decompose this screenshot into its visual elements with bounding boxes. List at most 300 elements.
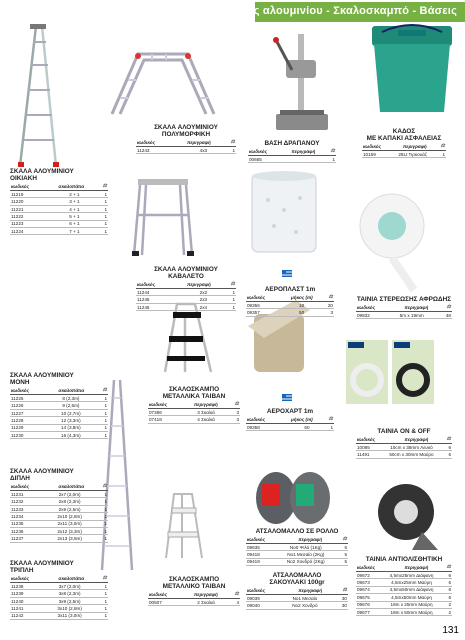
column-header: κωδικός xyxy=(10,574,46,583)
product-code: 11226 xyxy=(10,402,45,409)
pack-icon: ⚖ xyxy=(436,142,446,151)
table-row xyxy=(356,451,452,458)
product-code: 11219 xyxy=(10,191,55,198)
product-description: 10 (2,7m) xyxy=(45,409,97,416)
column-header: περιγραφή xyxy=(174,138,223,147)
pack-quantity: 5 xyxy=(340,551,348,558)
product-title: ΑΤΣΑΛΟΜΑΛΛΟ ΣΕ ΡΟΛΛΟ xyxy=(255,528,339,535)
column-header: κωδικός xyxy=(148,590,183,599)
product-code: 11224 xyxy=(10,227,55,234)
product-title: ΣΚΑΛΑ ΑΛΟΥΜΙΝΙΟΥ ΔΙΠΛΗ xyxy=(10,468,74,483)
pack-quantity: 3 xyxy=(229,416,240,423)
column-header: περιγραφή xyxy=(393,303,440,312)
product-description: 2x8 (2,3m) xyxy=(41,498,98,505)
product-rows xyxy=(356,572,452,616)
product-code: 11239 xyxy=(10,590,41,597)
product-description: 7 + 1 xyxy=(55,227,94,234)
product-two-step-stool xyxy=(148,576,240,606)
column-header: κωδικός xyxy=(356,563,393,572)
table-row xyxy=(10,605,108,612)
product-rows xyxy=(10,491,108,543)
product-description: 4,5mx25mm Διάφανη xyxy=(378,572,445,579)
product-anti-slip-tape xyxy=(356,556,452,616)
column-header: μήκος (m) xyxy=(281,415,323,424)
pack-quantity: 6 xyxy=(445,451,452,458)
table-row xyxy=(10,513,108,520)
table-row xyxy=(10,498,108,505)
pack-quantity: 1 xyxy=(98,498,108,505)
product-on-off-tape xyxy=(356,428,452,459)
table-row xyxy=(356,572,452,579)
trestle-ladder-image xyxy=(132,175,194,257)
pack-icon: ⚖ xyxy=(224,138,236,147)
product-description: 6 + 1 xyxy=(55,220,94,227)
bucket-image xyxy=(368,22,456,114)
table-row xyxy=(10,395,108,402)
pack-quantity: 3 xyxy=(229,409,240,416)
column-header: σκαλοπάτια xyxy=(46,482,96,491)
product-code: 09674 xyxy=(356,586,378,593)
pack-icon: ⚖ xyxy=(96,182,108,191)
column-header: περιγραφή xyxy=(174,280,223,289)
column-header: κωδικός xyxy=(362,142,394,151)
product-description: 4,5mx50mm Διάφανη xyxy=(378,586,445,593)
column-header: κωδικός xyxy=(136,280,174,289)
column-header: κωδικός xyxy=(246,415,281,424)
column-header: σκαλοπάτια xyxy=(46,182,96,191)
table-header xyxy=(246,415,334,424)
pack-quantity: 1 xyxy=(317,156,336,163)
product-code: 11229 xyxy=(10,424,45,431)
column-header: κωδικός xyxy=(10,386,46,395)
product-code: 09635 xyxy=(246,544,271,551)
pack-quantity: 1 xyxy=(97,417,108,424)
pack-quantity: 6 xyxy=(445,594,452,601)
table-row xyxy=(136,296,236,303)
table-row xyxy=(10,213,108,220)
product-rows xyxy=(10,395,108,439)
table-row xyxy=(10,583,108,590)
product-rows xyxy=(246,424,334,431)
table-row xyxy=(246,551,348,558)
product-aeroplast xyxy=(246,286,334,317)
product-description: 16 (4,3m) xyxy=(45,431,97,438)
pack-icon: ⚖ xyxy=(323,415,334,424)
product-description: 10 xyxy=(291,302,313,309)
table-row xyxy=(10,520,108,527)
pack-quantity: 1 xyxy=(98,505,108,512)
bubble-wrap-roll-image xyxy=(244,170,324,256)
table-row xyxy=(10,491,108,498)
product-code: 09418 xyxy=(246,551,271,558)
pack-quantity: 6 xyxy=(445,586,452,593)
product-description: 10cm x 38mm Λευκό xyxy=(378,444,446,451)
product-code: 09419 xyxy=(246,558,271,565)
table-header xyxy=(10,482,108,491)
product-description: 2x7 (2,0m) xyxy=(41,491,98,498)
table-row xyxy=(10,402,108,409)
product-title: ΤΑΙΝΙΑ ON & OFF xyxy=(377,428,431,435)
pack-quantity: 1 xyxy=(97,409,108,416)
pack-quantity: 2 xyxy=(445,608,452,615)
product-description: No0 Ψιλό (1Kg) xyxy=(271,544,340,551)
pack-quantity: 2 xyxy=(445,601,452,608)
product-description: 3 Σκαλιά xyxy=(183,409,229,416)
pack-quantity: 1 xyxy=(220,296,236,303)
product-code: 11244 xyxy=(136,289,187,296)
pack-icon: ⚖ xyxy=(335,586,348,595)
pack-icon: ⚖ xyxy=(440,435,452,444)
pack-quantity: 1 xyxy=(97,402,108,409)
table-row xyxy=(10,612,108,619)
table-row xyxy=(10,535,108,542)
table-row xyxy=(10,424,108,431)
table-row xyxy=(10,220,108,227)
product-foam-tape xyxy=(356,296,452,319)
product-description: 18m x 25mm Μαύρη xyxy=(378,601,445,608)
table-row xyxy=(10,227,108,234)
table-row xyxy=(246,309,334,316)
pack-quantity: 1 xyxy=(98,583,108,590)
pack-quantity: 1 xyxy=(438,151,446,158)
column-header: κωδικός xyxy=(10,482,46,491)
table-row xyxy=(356,601,452,608)
product-code: 11235 xyxy=(10,520,41,527)
page-number: 131 xyxy=(442,625,459,636)
table-row xyxy=(246,602,348,609)
product-description: 3x11 (3,0m) xyxy=(41,612,98,619)
product-rows xyxy=(246,595,348,610)
product-description: 2x12 (3,3m) xyxy=(41,527,98,534)
column-header: κωδικός xyxy=(248,147,282,156)
product-code: 09673 xyxy=(356,579,378,586)
product-description: 2x13 (3,5m) xyxy=(41,535,98,542)
product-code: 10085 xyxy=(356,444,378,451)
column-header: κωδικός xyxy=(356,303,393,312)
table-header xyxy=(136,138,236,147)
product-code: 07418 xyxy=(148,416,183,423)
table-header xyxy=(356,563,452,572)
table-row xyxy=(356,312,452,319)
product-code: 11222 xyxy=(10,213,55,220)
product-steel-wool-roll xyxy=(246,528,348,566)
product-code: 00507 xyxy=(148,599,183,606)
product-aeroxart xyxy=(246,408,334,431)
product-description: 8 (2,3m) xyxy=(45,395,97,402)
table-header xyxy=(10,386,108,395)
product-description: 4,5mx50mm Μαύρη xyxy=(378,594,445,601)
product-code: 11240 xyxy=(10,597,41,604)
pack-quantity: 48 xyxy=(438,312,452,319)
column-header: σκαλοπάτια xyxy=(46,574,96,583)
product-description: 5m x 19mm xyxy=(386,312,438,319)
table-header xyxy=(362,142,446,151)
pack-quantity: 1 xyxy=(94,220,108,227)
table-row xyxy=(10,590,108,597)
table-header xyxy=(246,586,348,595)
page-header xyxy=(0,0,465,24)
product-description: 4 + 1 xyxy=(55,205,94,212)
column-header: σκαλοπάτια xyxy=(46,386,96,395)
product-code: 09672 xyxy=(356,572,378,579)
product-single-ladder xyxy=(10,372,108,439)
pack-quantity: 6 xyxy=(445,444,452,451)
product-rows xyxy=(248,156,336,163)
table-header xyxy=(148,590,240,599)
product-title: ΣΚΑΛΟΣΚΑΜΠΟ ΜΕΤΑΛΛΙΚΑ ΤΑΙΒΑΝ xyxy=(162,386,226,401)
product-household-ladder xyxy=(10,168,108,235)
product-title: ΣΚΑΛΟΣΚΑΜΠΟ ΜΕΤΑΛΛΙΚΟ ΤΑΙΒΑΝ xyxy=(162,576,226,591)
pack-quantity: 1 xyxy=(98,590,108,597)
table-header xyxy=(356,435,452,444)
product-title: ΣΚΑΛΑ ΑΛΟΥΜΙΝΙΟΥ ΚΑΒΑΛΕΤΟ xyxy=(154,266,218,281)
product-description: 4 Σκαλιά xyxy=(183,416,229,423)
product-description xyxy=(309,156,317,163)
on-off-tape-image xyxy=(344,336,436,424)
product-description: 3x8 (2,3m) xyxy=(41,590,98,597)
pack-icon: ⚖ xyxy=(325,147,336,156)
product-code: 09676 xyxy=(356,601,378,608)
product-description: 2x4 xyxy=(187,303,220,310)
product-code: 11246 xyxy=(136,303,187,310)
product-code: 09040 xyxy=(246,602,277,609)
product-code: 11245 xyxy=(136,296,187,303)
product-title: ΚΑΔΟΣ ΜΕ ΚΑΠΑΚΙ ΑΣΦΑΛΕΙΑΣ xyxy=(366,128,442,143)
product-rows xyxy=(148,599,240,606)
pack-icon: ⚖ xyxy=(440,303,452,312)
product-code: 11236 xyxy=(10,527,41,534)
drill-stand-image xyxy=(272,30,332,138)
product-code: 09677 xyxy=(356,608,378,615)
product-code: 11228 xyxy=(10,417,45,424)
pack-icon: ⚖ xyxy=(96,482,108,491)
product-rows xyxy=(246,544,348,566)
pack-quantity: 1 xyxy=(98,491,108,498)
product-code: 09357 xyxy=(246,309,291,316)
table-row xyxy=(10,191,108,198)
pack-quantity: 1 xyxy=(319,424,334,431)
product-description: 50 xyxy=(291,309,313,316)
table-row xyxy=(10,198,108,205)
table-row xyxy=(10,417,108,424)
table-row xyxy=(356,586,452,593)
pack-quantity: 1 xyxy=(94,213,108,220)
product-code: 11233 xyxy=(10,505,41,512)
table-header xyxy=(10,574,108,583)
product-code: 11225 xyxy=(10,395,45,402)
pack-icon: ⚖ xyxy=(96,386,108,395)
table-row xyxy=(148,416,240,423)
page-title: Σκάλες αλουμινίου - Σκαλοσκαμπό - Βάσεις xyxy=(222,5,457,17)
product-steel-wool-bag xyxy=(246,572,348,610)
table-row xyxy=(246,424,334,431)
pack-quantity: 1 xyxy=(97,395,108,402)
pack-quantity: 5 xyxy=(340,544,348,551)
pack-icon: ⚖ xyxy=(96,574,108,583)
pack-quantity: 30 xyxy=(333,595,348,602)
product-code: 11242 xyxy=(10,612,41,619)
product-triple-ladder xyxy=(10,560,108,620)
steel-wool-roll-image xyxy=(252,468,334,526)
product-description: 50cm x 30mm Μαύρο xyxy=(378,451,446,458)
table-row xyxy=(10,205,108,212)
foam-tape-image xyxy=(354,186,430,292)
product-code: 09832 xyxy=(356,312,386,319)
product-code: 11243 xyxy=(136,147,187,154)
product-description: 2x3 xyxy=(187,296,220,303)
product-description: 5 + 1 xyxy=(55,213,94,220)
product-bucket xyxy=(362,128,446,158)
pack-icon: ⚖ xyxy=(440,563,452,572)
pack-quantity: 3 xyxy=(312,309,334,316)
pack-quantity: 1 xyxy=(98,597,108,604)
pack-quantity: 6 xyxy=(445,579,452,586)
product-description: 4,5mx25mm Μαύρη xyxy=(378,579,445,586)
pack-quantity: 1 xyxy=(98,605,108,612)
product-code: 11231 xyxy=(10,491,41,498)
pack-icon: ⚖ xyxy=(229,400,240,409)
table-row xyxy=(10,431,108,438)
product-code: 11237 xyxy=(10,535,41,542)
product-code: 11227 xyxy=(10,409,45,416)
pack-quantity: 1 xyxy=(94,191,108,198)
product-description: No2 Χονδρό xyxy=(277,602,334,609)
product-rows xyxy=(10,191,108,235)
table-row xyxy=(362,151,446,158)
product-rows xyxy=(362,151,446,158)
product-rows xyxy=(10,583,108,620)
table-row xyxy=(246,558,348,565)
table-header xyxy=(356,303,452,312)
product-title: ΤΑΙΝΙΑ ΑΝΤΙΟΛΙΣΘΗΤΙΚΗ xyxy=(365,556,443,563)
product-title: ΑΕΡΟΠΛΑΣΤ 1m xyxy=(264,286,316,293)
table-row xyxy=(248,156,336,163)
product-code: 09358 xyxy=(246,424,295,431)
product-title: ΒΑΣΗ ΔΡΑΠΑΝΟΥ xyxy=(264,140,320,147)
pack-quantity: 5 xyxy=(340,558,348,565)
product-rows xyxy=(136,289,236,311)
product-description: 60 xyxy=(295,424,319,431)
column-header: περιγραφή xyxy=(393,435,440,444)
column-header: μήκος (m) xyxy=(281,293,323,302)
product-description: 3x10 (2,8m) xyxy=(41,605,98,612)
column-header: περιγραφή xyxy=(183,400,228,409)
product-code: 11230 xyxy=(10,431,45,438)
table-row xyxy=(246,302,334,309)
column-header: περιγραφή xyxy=(183,590,228,599)
column-header: περιγραφή xyxy=(282,147,325,156)
product-description: 28Lt Τιρκουάζ xyxy=(387,151,438,158)
product-code: 09039 xyxy=(246,595,277,602)
pack-icon: ⚖ xyxy=(323,293,334,302)
column-header: κωδικός xyxy=(246,293,281,302)
column-header: κωδικός xyxy=(148,400,183,409)
pack-quantity: 1 xyxy=(94,198,108,205)
product-description: 2x11 (3,0m) xyxy=(41,520,98,527)
pack-quantity: 1 xyxy=(220,303,236,310)
multipurpose-ladder-image xyxy=(108,48,220,118)
product-description: 12 (3,3m) xyxy=(45,417,97,424)
product-code: 07386 xyxy=(148,409,183,416)
product-rows xyxy=(356,312,452,319)
table-header xyxy=(246,293,334,302)
product-description: 2 + 1 xyxy=(55,191,94,198)
product-title: ΑΕΡΟΧΑΡΤ 1m xyxy=(266,408,314,415)
product-title: ΣΚΑΛΑ ΑΛΟΥΜΙΝΙΟΥ ΜΟΝΗ xyxy=(10,372,74,387)
product-description: 14 (3,8m) xyxy=(45,424,97,431)
table-header xyxy=(136,280,236,289)
pack-quantity: 1 xyxy=(97,424,108,431)
pack-icon: ⚖ xyxy=(335,535,348,544)
table-row xyxy=(246,595,348,602)
product-description: 2x9 (2,5m) xyxy=(41,505,98,512)
product-title: ΣΚΑΛΑ ΑΛΟΥΜΙΝΙΟΥ ΠΟΛΥΜΟΡΦΙΚΗ xyxy=(154,124,218,139)
column-header: περιγραφή xyxy=(285,586,335,595)
column-header: κωδικός xyxy=(246,586,285,595)
table-row xyxy=(136,147,236,154)
product-title: ΣΚΑΛΑ ΑΛΟΥΜΙΝΙΟΥ ΤΡΙΠΛΗ xyxy=(10,560,74,575)
product-code: 11232 xyxy=(10,498,41,505)
table-row xyxy=(10,505,108,512)
product-code: 11234 xyxy=(10,513,41,520)
table-row xyxy=(356,594,452,601)
pack-quantity: 1 xyxy=(220,147,236,154)
table-row xyxy=(10,527,108,534)
table-row xyxy=(136,289,236,296)
pack-quantity: 1 xyxy=(98,612,108,619)
table-header xyxy=(246,535,348,544)
table-header xyxy=(248,147,336,156)
product-code: 09675 xyxy=(356,594,378,601)
product-code: 11220 xyxy=(10,198,55,205)
product-title: ΣΚΑΛΑ ΑΛΟΥΜΙΝΙΟΥ ΟΙΚΙΑΚΗ xyxy=(10,168,74,183)
product-multipurpose-ladder xyxy=(136,124,236,154)
column-header: κωδικός xyxy=(246,535,285,544)
product-description: 3x9 (2,5m) xyxy=(41,597,98,604)
product-code: 11223 xyxy=(10,220,55,227)
product-description: No2 Χονδρό (2Kg) xyxy=(271,558,340,565)
product-code: 11241 xyxy=(10,605,41,612)
table-row xyxy=(148,409,240,416)
product-table xyxy=(10,182,108,191)
product-trestle-ladder xyxy=(136,266,236,311)
product-description: 9 (2,5m) xyxy=(45,402,97,409)
product-step-stool xyxy=(148,386,240,424)
table-row xyxy=(10,409,108,416)
table-row xyxy=(356,608,452,615)
product-code: 11221 xyxy=(10,205,55,212)
anti-slip-tape-image xyxy=(372,482,440,552)
product-description: No1 Μεσαίο xyxy=(277,595,334,602)
product-rows xyxy=(246,302,334,317)
product-description: 3 + 1 xyxy=(55,198,94,205)
table-row xyxy=(10,597,108,604)
table-row xyxy=(148,599,240,606)
column-header: περιγραφή xyxy=(285,535,335,544)
product-title: ΑΤΣΑΛΟΜΑΛΛΟ ΣΑΚΟΥΛΑΚΙ 100gr xyxy=(269,572,325,587)
product-code: 11491 xyxy=(356,451,378,458)
column-header: περιγραφή xyxy=(393,563,440,572)
pack-quantity: 6 xyxy=(445,572,452,579)
column-header: κωδικός xyxy=(356,435,393,444)
product-code: 00665 xyxy=(248,156,309,163)
table-header xyxy=(148,400,240,409)
product-description: 2x2 xyxy=(187,289,220,296)
pack-quantity: 1 xyxy=(94,227,108,234)
product-description: 18m x 50mm Μαύρη xyxy=(378,608,445,615)
pack-quantity: 30 xyxy=(333,602,348,609)
greek-flag-icon xyxy=(282,270,292,277)
